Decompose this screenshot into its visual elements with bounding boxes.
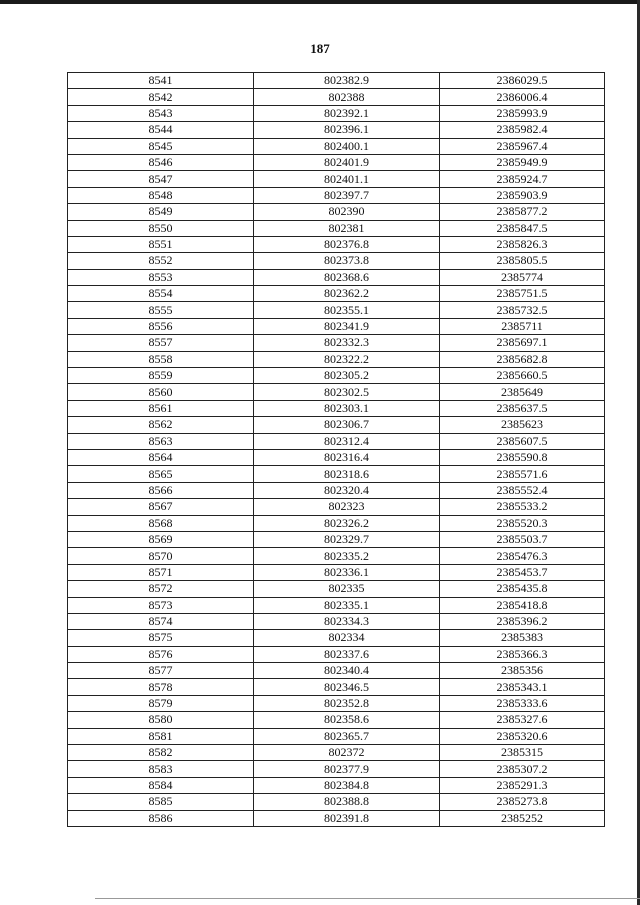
table-row [68, 515, 605, 531]
table-row [68, 433, 605, 449]
table-row [68, 466, 605, 482]
point-number-cell: 8578 [68, 679, 254, 695]
x-coordinate-cell: 802337.6 [254, 646, 440, 662]
table-row [68, 318, 605, 334]
x-coordinate-cell: 802318.6 [254, 466, 440, 482]
y-coordinate-cell: 2385805.5 [440, 253, 605, 269]
point-number-cell: 8573 [68, 597, 254, 613]
y-coordinate-cell: 2385660.5 [440, 368, 605, 384]
x-coordinate-cell: 802316.4 [254, 449, 440, 465]
table-row [68, 810, 605, 826]
point-number-cell: 8554 [68, 286, 254, 302]
table-row [68, 679, 605, 695]
x-coordinate-cell: 802391.8 [254, 810, 440, 826]
point-number-cell: 8568 [68, 515, 254, 531]
x-coordinate-cell: 802392.1 [254, 105, 440, 121]
y-coordinate-cell: 2386029.5 [440, 73, 605, 89]
y-coordinate-cell: 2385751.5 [440, 286, 605, 302]
y-coordinate-cell: 2385315 [440, 745, 605, 761]
table-row [68, 204, 605, 220]
table-row [68, 105, 605, 121]
x-coordinate-cell: 802346.5 [254, 679, 440, 695]
x-coordinate-cell: 802336.1 [254, 564, 440, 580]
y-coordinate-cell: 2385396.2 [440, 613, 605, 629]
table-row [68, 89, 605, 105]
y-coordinate-cell: 2385307.2 [440, 761, 605, 777]
table-row [68, 581, 605, 597]
table-row [68, 531, 605, 547]
point-number-cell: 8581 [68, 728, 254, 744]
point-number-cell: 8562 [68, 417, 254, 433]
table-row [68, 368, 605, 384]
table-row [68, 253, 605, 269]
x-coordinate-cell: 802326.2 [254, 515, 440, 531]
page-number: 187 [310, 41, 330, 56]
x-coordinate-cell: 802322.2 [254, 351, 440, 367]
table-row [68, 335, 605, 351]
x-coordinate-cell: 802384.8 [254, 777, 440, 793]
table-row [68, 482, 605, 498]
x-coordinate-cell: 802305.2 [254, 368, 440, 384]
y-coordinate-cell: 2385949.9 [440, 154, 605, 170]
point-number-cell: 8563 [68, 433, 254, 449]
x-coordinate-cell: 802401.9 [254, 154, 440, 170]
y-coordinate-cell: 2385520.3 [440, 515, 605, 531]
table-row [68, 154, 605, 170]
y-coordinate-cell: 2385503.7 [440, 531, 605, 547]
point-number-cell: 8575 [68, 630, 254, 646]
table-row [68, 138, 605, 154]
x-coordinate-cell: 802352.8 [254, 695, 440, 711]
y-coordinate-cell: 2385435.8 [440, 581, 605, 597]
y-coordinate-cell: 2385649 [440, 384, 605, 400]
point-number-cell: 8580 [68, 712, 254, 728]
point-number-cell: 8566 [68, 482, 254, 498]
point-number-cell: 8555 [68, 302, 254, 318]
table-row [68, 695, 605, 711]
table-row [68, 777, 605, 793]
y-coordinate-cell: 2385924.7 [440, 171, 605, 187]
y-coordinate-cell: 2385682.8 [440, 351, 605, 367]
point-number-cell: 8567 [68, 499, 254, 515]
y-coordinate-cell: 2385333.6 [440, 695, 605, 711]
x-coordinate-cell: 802320.4 [254, 482, 440, 498]
y-coordinate-cell: 2385903.9 [440, 187, 605, 203]
y-coordinate-cell: 2385774 [440, 269, 605, 285]
table-row [68, 564, 605, 580]
table-row [68, 269, 605, 285]
point-number-cell: 8569 [68, 531, 254, 547]
y-coordinate-cell: 2385711 [440, 318, 605, 334]
x-coordinate-cell: 802341.9 [254, 318, 440, 334]
x-coordinate-cell: 802340.4 [254, 663, 440, 679]
y-coordinate-cell: 2385383 [440, 630, 605, 646]
y-coordinate-cell: 2385552.4 [440, 482, 605, 498]
x-coordinate-cell: 802312.4 [254, 433, 440, 449]
point-number-cell: 8565 [68, 466, 254, 482]
x-coordinate-cell: 802306.7 [254, 417, 440, 433]
x-coordinate-cell: 802381 [254, 220, 440, 236]
x-coordinate-cell: 802372 [254, 745, 440, 761]
y-coordinate-cell: 2385623 [440, 417, 605, 433]
y-coordinate-cell: 2385826.3 [440, 236, 605, 252]
table-row [68, 794, 605, 810]
point-number-cell: 8560 [68, 384, 254, 400]
table-row [68, 351, 605, 367]
point-number-cell: 8584 [68, 777, 254, 793]
table-row [68, 728, 605, 744]
point-number-cell: 8570 [68, 548, 254, 564]
table-row [68, 613, 605, 629]
y-coordinate-cell: 2385252 [440, 810, 605, 826]
x-coordinate-cell: 802400.1 [254, 138, 440, 154]
table-row [68, 220, 605, 236]
point-number-cell: 8572 [68, 581, 254, 597]
y-coordinate-cell: 2385590.8 [440, 449, 605, 465]
point-number-cell: 8583 [68, 761, 254, 777]
table-row [68, 400, 605, 416]
y-coordinate-cell: 2385571.6 [440, 466, 605, 482]
point-number-cell: 8552 [68, 253, 254, 269]
y-coordinate-cell: 2385476.3 [440, 548, 605, 564]
point-number-cell: 8586 [68, 810, 254, 826]
point-number-cell: 8579 [68, 695, 254, 711]
point-number-cell: 8546 [68, 154, 254, 170]
y-coordinate-cell: 2385607.5 [440, 433, 605, 449]
x-coordinate-cell: 802368.6 [254, 269, 440, 285]
coordinates-table [67, 72, 605, 827]
x-coordinate-cell: 802401.1 [254, 171, 440, 187]
x-coordinate-cell: 802358.6 [254, 712, 440, 728]
point-number-cell: 8585 [68, 794, 254, 810]
x-coordinate-cell: 802388.8 [254, 794, 440, 810]
table-row [68, 449, 605, 465]
x-coordinate-cell: 802332.3 [254, 335, 440, 351]
x-coordinate-cell: 802334 [254, 630, 440, 646]
y-coordinate-cell: 2385320.6 [440, 728, 605, 744]
table-row [68, 384, 605, 400]
y-coordinate-cell: 2385327.6 [440, 712, 605, 728]
x-coordinate-cell: 802335 [254, 581, 440, 597]
x-coordinate-cell: 802377.9 [254, 761, 440, 777]
point-number-cell: 8541 [68, 73, 254, 89]
y-coordinate-cell: 2385697.1 [440, 335, 605, 351]
x-coordinate-cell: 802388 [254, 89, 440, 105]
point-number-cell: 8547 [68, 171, 254, 187]
point-number-cell: 8545 [68, 138, 254, 154]
table-row [68, 630, 605, 646]
y-coordinate-cell: 2385366.3 [440, 646, 605, 662]
point-number-cell: 8553 [68, 269, 254, 285]
table-row [68, 712, 605, 728]
y-coordinate-cell: 2385847.5 [440, 220, 605, 236]
scan-edge-bottom [95, 898, 640, 899]
x-coordinate-cell: 802397.7 [254, 187, 440, 203]
point-number-cell: 8548 [68, 187, 254, 203]
point-number-cell: 8557 [68, 335, 254, 351]
point-number-cell: 8542 [68, 89, 254, 105]
x-coordinate-cell: 802373.8 [254, 253, 440, 269]
point-number-cell: 8577 [68, 663, 254, 679]
y-coordinate-cell: 2385732.5 [440, 302, 605, 318]
x-coordinate-cell: 802303.1 [254, 400, 440, 416]
y-coordinate-cell: 2385637.5 [440, 400, 605, 416]
x-coordinate-cell: 802365.7 [254, 728, 440, 744]
table-row [68, 73, 605, 89]
point-number-cell: 8558 [68, 351, 254, 367]
table-row [68, 417, 605, 433]
table-row [68, 499, 605, 515]
point-number-cell: 8576 [68, 646, 254, 662]
table-row [68, 646, 605, 662]
table-row [68, 761, 605, 777]
x-coordinate-cell: 802376.8 [254, 236, 440, 252]
x-coordinate-cell: 802335.1 [254, 597, 440, 613]
point-number-cell: 8571 [68, 564, 254, 580]
x-coordinate-cell: 802335.2 [254, 548, 440, 564]
table-row [68, 236, 605, 252]
x-coordinate-cell: 802390 [254, 204, 440, 220]
coordinates-table-body [68, 73, 605, 827]
y-coordinate-cell: 2385291.3 [440, 777, 605, 793]
point-number-cell: 8582 [68, 745, 254, 761]
table-row [68, 597, 605, 613]
x-coordinate-cell: 802382.9 [254, 73, 440, 89]
table-row [68, 548, 605, 564]
point-number-cell: 8556 [68, 318, 254, 334]
y-coordinate-cell: 2385418.8 [440, 597, 605, 613]
point-number-cell: 8544 [68, 122, 254, 138]
table-row [68, 663, 605, 679]
x-coordinate-cell: 802334.3 [254, 613, 440, 629]
y-coordinate-cell: 2385533.2 [440, 499, 605, 515]
y-coordinate-cell: 2385453.7 [440, 564, 605, 580]
point-number-cell: 8564 [68, 449, 254, 465]
table-row [68, 286, 605, 302]
point-number-cell: 8543 [68, 105, 254, 121]
table-row [68, 122, 605, 138]
table-row [68, 171, 605, 187]
y-coordinate-cell: 2385993.9 [440, 105, 605, 121]
point-number-cell: 8574 [68, 613, 254, 629]
scan-edge-top [0, 0, 640, 4]
x-coordinate-cell: 802362.2 [254, 286, 440, 302]
y-coordinate-cell: 2385877.2 [440, 204, 605, 220]
y-coordinate-cell: 2385343.1 [440, 679, 605, 695]
table-row [68, 745, 605, 761]
x-coordinate-cell: 802323 [254, 499, 440, 515]
point-number-cell: 8549 [68, 204, 254, 220]
x-coordinate-cell: 802302.5 [254, 384, 440, 400]
table-row [68, 187, 605, 203]
point-number-cell: 8559 [68, 368, 254, 384]
x-coordinate-cell: 802396.1 [254, 122, 440, 138]
x-coordinate-cell: 802329.7 [254, 531, 440, 547]
y-coordinate-cell: 2385967.4 [440, 138, 605, 154]
x-coordinate-cell: 802355.1 [254, 302, 440, 318]
y-coordinate-cell: 2386006.4 [440, 89, 605, 105]
point-number-cell: 8551 [68, 236, 254, 252]
y-coordinate-cell: 2385356 [440, 663, 605, 679]
point-number-cell: 8550 [68, 220, 254, 236]
point-number-cell: 8561 [68, 400, 254, 416]
table-row [68, 302, 605, 318]
y-coordinate-cell: 2385273.8 [440, 794, 605, 810]
y-coordinate-cell: 2385982.4 [440, 122, 605, 138]
